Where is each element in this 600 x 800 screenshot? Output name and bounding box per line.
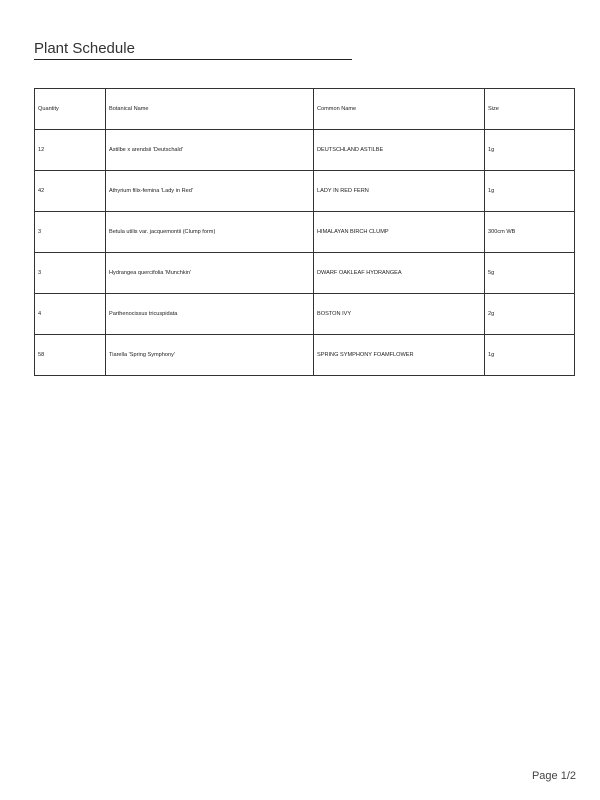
table-row bbox=[35, 294, 575, 335]
table-row bbox=[35, 253, 575, 294]
cell-botanical-name: Hydrangea quercifolia 'Munchkin' bbox=[106, 253, 314, 294]
cell-quantity: 3 bbox=[35, 253, 106, 294]
cell-botanical-name: Athyrium filix-femina 'Lady in Red' bbox=[106, 171, 314, 212]
cell-quantity: 58 bbox=[35, 335, 106, 376]
cell-size: 2g bbox=[485, 294, 575, 335]
cell-size: 1g bbox=[485, 130, 575, 171]
page-title: Plant Schedule bbox=[34, 40, 135, 57]
cell-size: 300cm WB bbox=[485, 212, 575, 253]
page-title-underline bbox=[34, 40, 352, 60]
table-row bbox=[35, 130, 575, 171]
cell-common-name: SPRING SYMPHONY FOAMFLOWER bbox=[314, 335, 485, 376]
cell-common-name: LADY IN RED FERN bbox=[314, 171, 485, 212]
cell-botanical-name: Betula utilis var. jacquemontii (Clump form) bbox=[106, 212, 314, 253]
cell-botanical-name: Parthenocissus tricuspidata bbox=[106, 294, 314, 335]
cell-common-name: HIMALAYAN BIRCH CLUMP bbox=[314, 212, 485, 253]
cell-quantity: 4 bbox=[35, 294, 106, 335]
cell-common-name: BOSTON IVY bbox=[314, 294, 485, 335]
cell-common-name: DEUTSCHLAND ASTILBE bbox=[314, 130, 485, 171]
cell-quantity: 42 bbox=[35, 171, 106, 212]
cell-size: 1g bbox=[485, 171, 575, 212]
header-quantity: Quantity bbox=[35, 89, 106, 130]
header-size: Size bbox=[485, 89, 575, 130]
cell-quantity: 12 bbox=[35, 130, 106, 171]
cell-size: 1g bbox=[485, 335, 575, 376]
table-header-row bbox=[35, 89, 575, 130]
cell-botanical-name: Astilbe x arendsii 'Deutschald' bbox=[106, 130, 314, 171]
plant-schedule-table bbox=[34, 88, 575, 376]
cell-common-name: DWARF OAKLEAF HYDRANGEA bbox=[314, 253, 485, 294]
header-common-name: Common Name bbox=[314, 89, 485, 130]
table-row bbox=[35, 335, 575, 376]
page-number: Page 1/2 bbox=[531, 770, 576, 782]
cell-botanical-name: Tiarella 'Spring Symphony' bbox=[106, 335, 314, 376]
table-row bbox=[35, 212, 575, 253]
cell-size: 5g bbox=[485, 253, 575, 294]
cell-quantity: 3 bbox=[35, 212, 106, 253]
table-row bbox=[35, 171, 575, 212]
header-botanical-name: Botanical Name bbox=[106, 89, 314, 130]
